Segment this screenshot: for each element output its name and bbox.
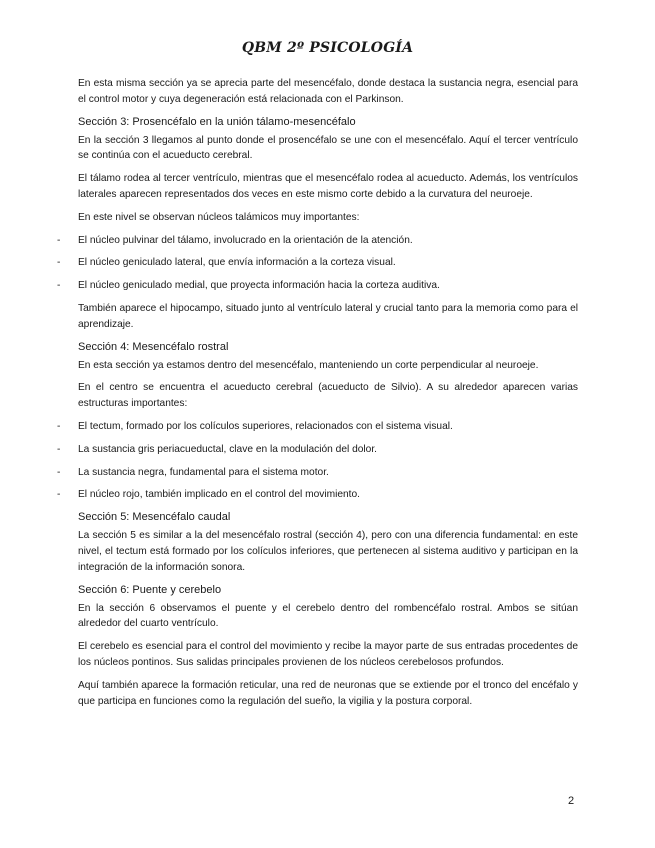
bullet-item: - El núcleo geniculado medial, que proyecta información hacia la corteza auditiva. [78,278,578,294]
bullet-item: - El núcleo pulvinar del tálamo, involucrado en la orientación de la atención. [78,233,578,249]
paragraph: En la sección 6 observamos el puente y el cerebelo dentro del rombencéfalo rostral. Ambos se sitúan alrededor del cuarto ventrículo. [78,602,578,630]
bullet-item: - El núcleo rojo, también implicado en el control del movimiento. [78,487,578,503]
paragraph: La sección 5 es similar a la del mesencéfalo rostral (sección 4), pero con una diferencia fundamental: en este nivel, el tectum está formado por los colículos inferiores, que pertenecen al sistema auditivo y participan en la integración de la información sonora. [78,530,578,573]
bullet-item: - La sustancia negra, fundamental para el sistema motor. [78,465,578,481]
section-heading: Sección 3: Prosencéfalo en la unión tálamo-mesencéfalo [78,115,356,128]
bullet-item: - La sustancia gris periacueductal, clave en la modulación del dolor. [78,442,578,458]
bullet-item: - El núcleo geniculado lateral, que envía información a la corteza visual. [78,255,578,271]
bullet-item: - El tectum, formado por los colículos superiores, relacionados con el sistema visual. [78,419,578,435]
paragraph: También aparece el hipocampo, situado junto al ventrículo lateral y crucial tanto para la memoria como para el aprendizaje. [78,302,578,330]
paragraph: En esta misma sección ya se aprecia parte del mesencéfalo, donde destaca la sustancia negra, esencial para el control motor y cuya degeneración está relacionada con el Parkinson. [78,78,578,105]
section-heading: Sección 4: Mesencéfalo rostral [78,340,229,353]
section-heading: Sección 5: Mesencéfalo caudal [78,511,231,524]
paragraph: En esta sección ya estamos dentro del mesencéfalo, manteniendo un corte perpendicular al neuroeje. [78,359,539,371]
paragraph: Aquí también aparece la formación reticular, una red de neuronas que se extiende por el tronco del encéfalo y que participa en funciones como la regulación del sueño, la vigilia y la postura corporal. [78,679,578,707]
paragraph: En este nivel se observan núcleos talámicos muy importantes: [78,211,360,223]
paragraph: El cerebelo es esencial para el control del movimiento y recibe la mayor parte de sus entradas procedentes de los núcleos pontinos. Sus salidas principales provienen de los núcleos cerebelosos profundos. [78,641,578,668]
section-heading: Sección 6: Puente y cerebelo [78,583,222,596]
document-body [78,76,578,716]
page-number: 2 [568,795,575,807]
page-header: QBM 2º PSICOLOGÍA [241,40,414,56]
paragraph: El tálamo rodea al tercer ventrículo, mientras que el mesencéfalo rodea al acueducto. Además, los ventrículos laterales aparecen representados dos veces en este mismo corte debido a la curvatura del neuroeje. [78,173,578,200]
paragraph: En la sección 3 llegamos al punto donde el prosencéfalo se une con el mesencéfalo. Aquí el tercer ventrículo se continúa con el acueducto cerebral. [78,134,578,162]
paragraph: En el centro se encuentra el acueducto cerebral (acueducto de Silvio). A su alrededor aparecen varias estructuras importantes: [78,382,578,410]
